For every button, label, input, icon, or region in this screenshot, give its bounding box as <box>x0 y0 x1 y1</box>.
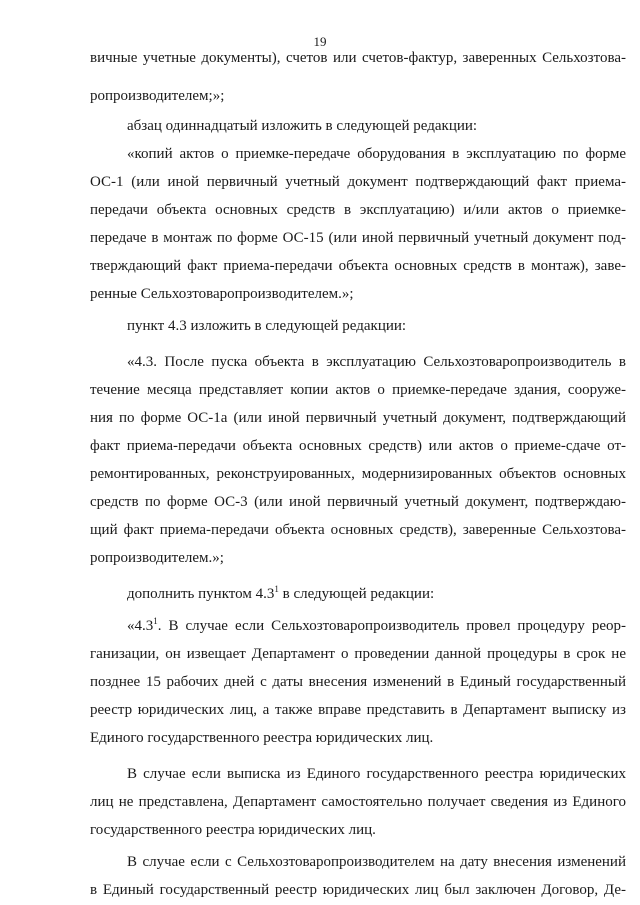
text-line: ропроизводителем;»; <box>90 88 225 104</box>
text-line: абзац одиннадцатый изложить в следующей редакции: <box>127 118 478 134</box>
text-line: лиц не представлена, Департамент самостоятельно получает сведения из Единого <box>90 794 626 810</box>
text-line: Единого государственного реестра юридических лиц. <box>90 730 434 746</box>
superscript: 1 <box>274 584 279 594</box>
superscript: 1 <box>153 616 158 626</box>
text-line: «копий актов о приемке-передаче оборудования в эксплуатацию по форме <box>127 146 626 162</box>
text-line: позднее 15 рабочих дней с даты внесения изменений в Единый государственный <box>90 674 626 690</box>
text-line: средств по форме ОС-3 (или иной первичный учетный документ, подтверждаю- <box>90 494 626 510</box>
text-line: щий факт приема-передачи объекта основных средств), заверенные Сельхозтова- <box>90 522 626 538</box>
text-line: передаче в монтаж по форме ОС-15 (или иной первичный учетный документ под- <box>90 230 626 246</box>
page-number: 19 <box>313 34 327 49</box>
text-line: дополнить пунктом $4.3^1$ в следующей редакции: <box>127 584 435 602</box>
text-line: ропроизводителем.»; <box>90 550 224 566</box>
text-line: государственного реестра юридических лиц. <box>90 822 376 838</box>
text-line: в Единый государственный реестр юридических лиц был заключен Договор, Де- <box>90 882 626 898</box>
text-line: пункт 4.3 изложить в следующей редакции: <box>127 318 407 334</box>
text-line: ренные Сельхозтоваропроизводителем.»; <box>90 286 354 302</box>
text-line: вичные учетные документы), счетов или счетов-фактур, заверенных Сельхозтова- <box>90 50 626 66</box>
text-line: ОС-1 (или иной первичный учетный документ подтверждающий факт приема- <box>90 174 626 190</box>
text-line: тверждающий факт приема-передачи объекта основных средств в монтаж), заве- <box>90 258 626 274</box>
text-line: «$4.3^1$. В случае если Сельхозтоваропроизводитель провел процедуру реор- <box>127 616 626 634</box>
text-line: передачи объекта основных средств в эксплуатацию) и/или актов о приемке- <box>90 202 626 218</box>
text-line: течение месяца представляет копии актов о приемке-передаче здания, сооруже- <box>90 382 626 398</box>
text-line: факт приема-передачи объекта основных средств) или актов о приеме-сдаче от- <box>90 438 626 454</box>
text-line: ремонтированных, реконструированных, модернизированных объектов основных <box>90 466 626 482</box>
text-line: ния по форме ОС-1а (или иной первичный учетный документ, подтверждающий <box>90 410 626 426</box>
text-line: «4.3. После пуска объекта в эксплуатацию Сельхозтоваропроизводитель в <box>127 354 626 370</box>
text-line: реестр юридических лиц, а также вправе представить в Департамент выписку из <box>90 702 626 718</box>
text-line: В случае если с Сельхозтоваропроизводителем на дату внесения изменений <box>127 854 626 870</box>
text-line: ганизации, он извещает Департамент о проведении данной процедуры в срок не <box>90 646 626 662</box>
text-line: В случае если выписка из Единого государственного реестра юридических <box>127 766 626 782</box>
